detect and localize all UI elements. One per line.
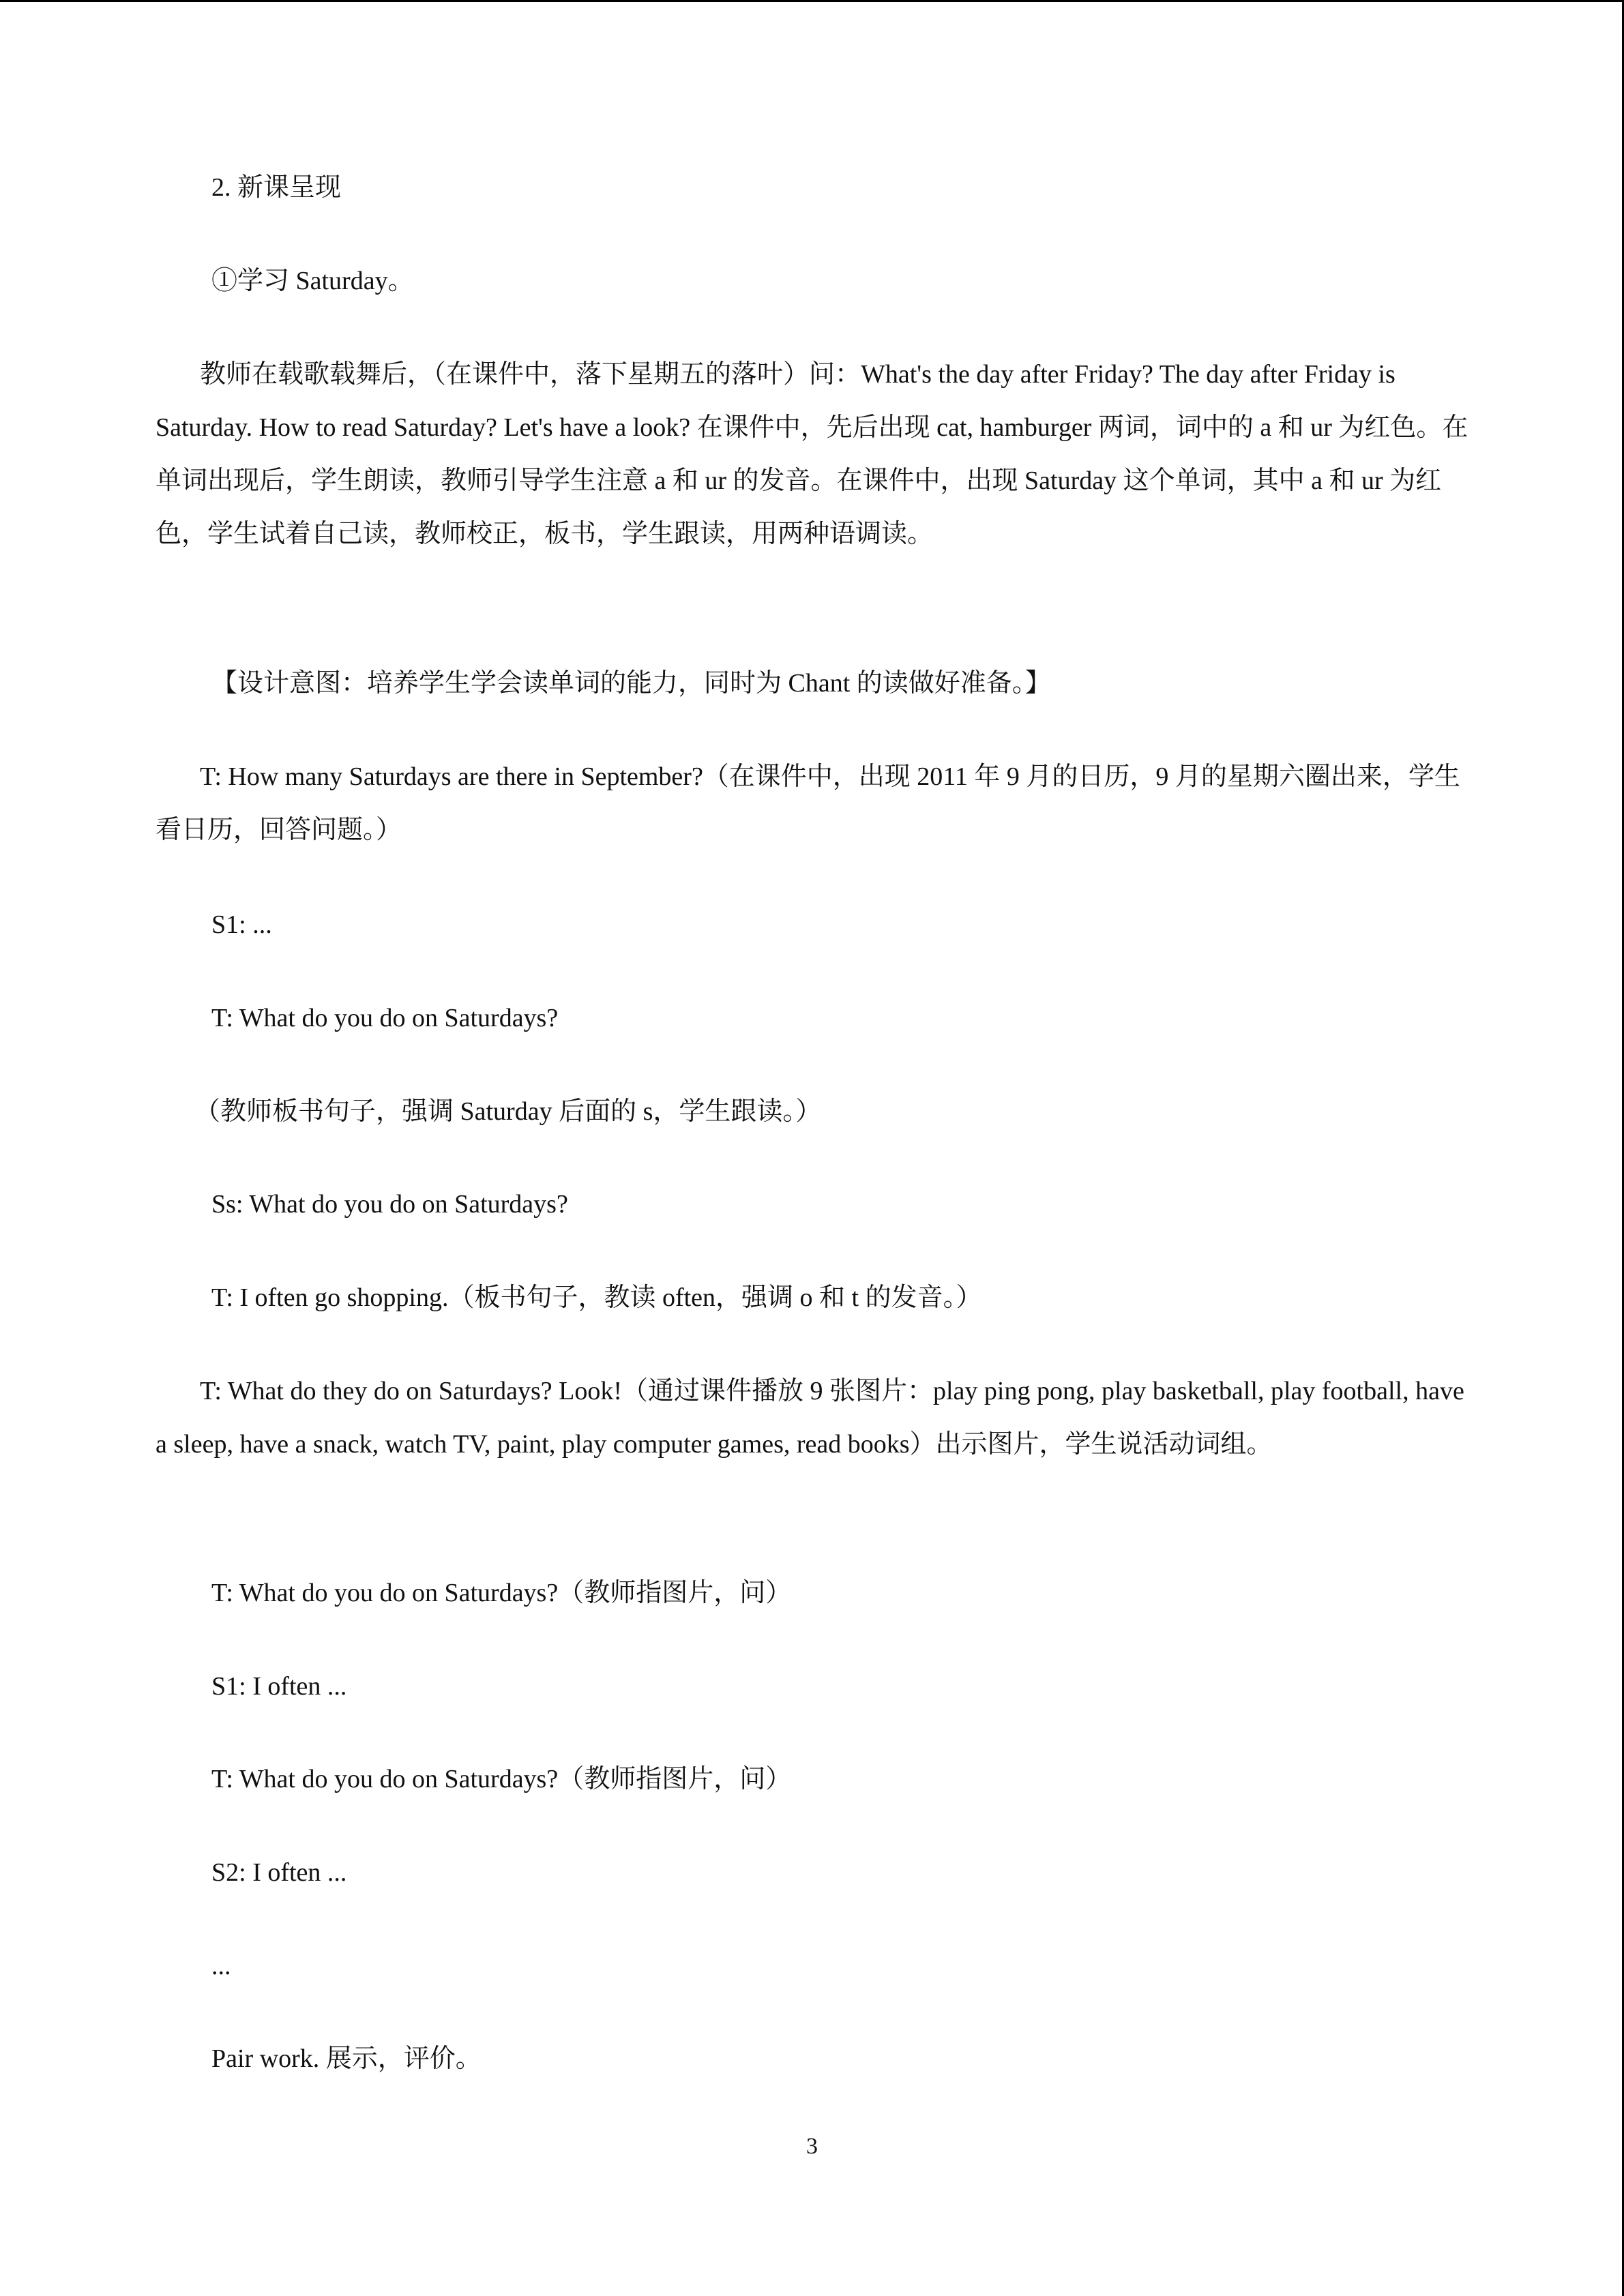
body-paragraph: T: How many Saturdays are there in September?（在课件中，出现 2011 年 9 月的日历，9 月的星期六圈出来，学生看日历，回答问题。） [156, 762, 1460, 844]
dialogue-line: T: What do you do on Saturdays?（教师指图片，问） [211, 1579, 792, 1607]
dialogue-line: T: I often go shopping.（板书句子，教读 often，强调 o 和 t 的发音。） [211, 1283, 982, 1312]
dialogue-line: Ss: What do you do on Saturdays? [211, 1190, 568, 1219]
subsection-heading: ①学习 Saturday。 [211, 267, 414, 295]
section-heading: 2. 新课呈现 [211, 173, 342, 202]
dialogue-line: S2: I often ... [211, 1858, 347, 1887]
dialogue-line: T: What do you do on Saturdays?（教师指图片，问） [211, 1765, 792, 1793]
dialogue-line: S1: I often ... [211, 1672, 347, 1701]
page-top-border [0, 0, 1624, 2]
body-paragraph: 教师在载歌载舞后，（在课件中，落下星期五的落叶）问：What's the day after Friday? The day after Friday is Saturday. How to read Saturday? Let's have a look? 在课件中，先后出现 cat, hamburger 两词，词中的 a 和 ur 为红色。在单词出现后，学生朗读，教师引导学生注意 a 和 ur 的发音。在课件中，出现 Saturday 这个单词，其中 a 和 ur 为红色，学生试着自己读，教师校正，板书，学生跟读，用两种语调读。 [156, 360, 1468, 548]
teacher-note: （教师板书句子，强调 Saturday 后面的 s，学生跟读。） [194, 1097, 822, 1126]
dialogue-line: S1: ... [211, 910, 272, 939]
page-number: 3 [806, 2134, 818, 2159]
body-paragraph: T: What do they do on Saturdays? Look!（通过课件播放 9 张图片：play ping pong, play basketball, play football, have a sleep, have a snack, watch TV, paint, play computer games, read books）出示图片，学生说活动词组。 [156, 1377, 1471, 1459]
design-intent-note: 【设计意图：培养学生学会读单词的能力，同时为 Chant 的读做好准备。】 [211, 669, 1051, 698]
dialogue-line: Pair work. 展示，评价。 [211, 2044, 482, 2073]
ellipsis-line: ... [211, 1952, 231, 1980]
dialogue-line: T: What do you do on Saturdays? [211, 1004, 559, 1032]
